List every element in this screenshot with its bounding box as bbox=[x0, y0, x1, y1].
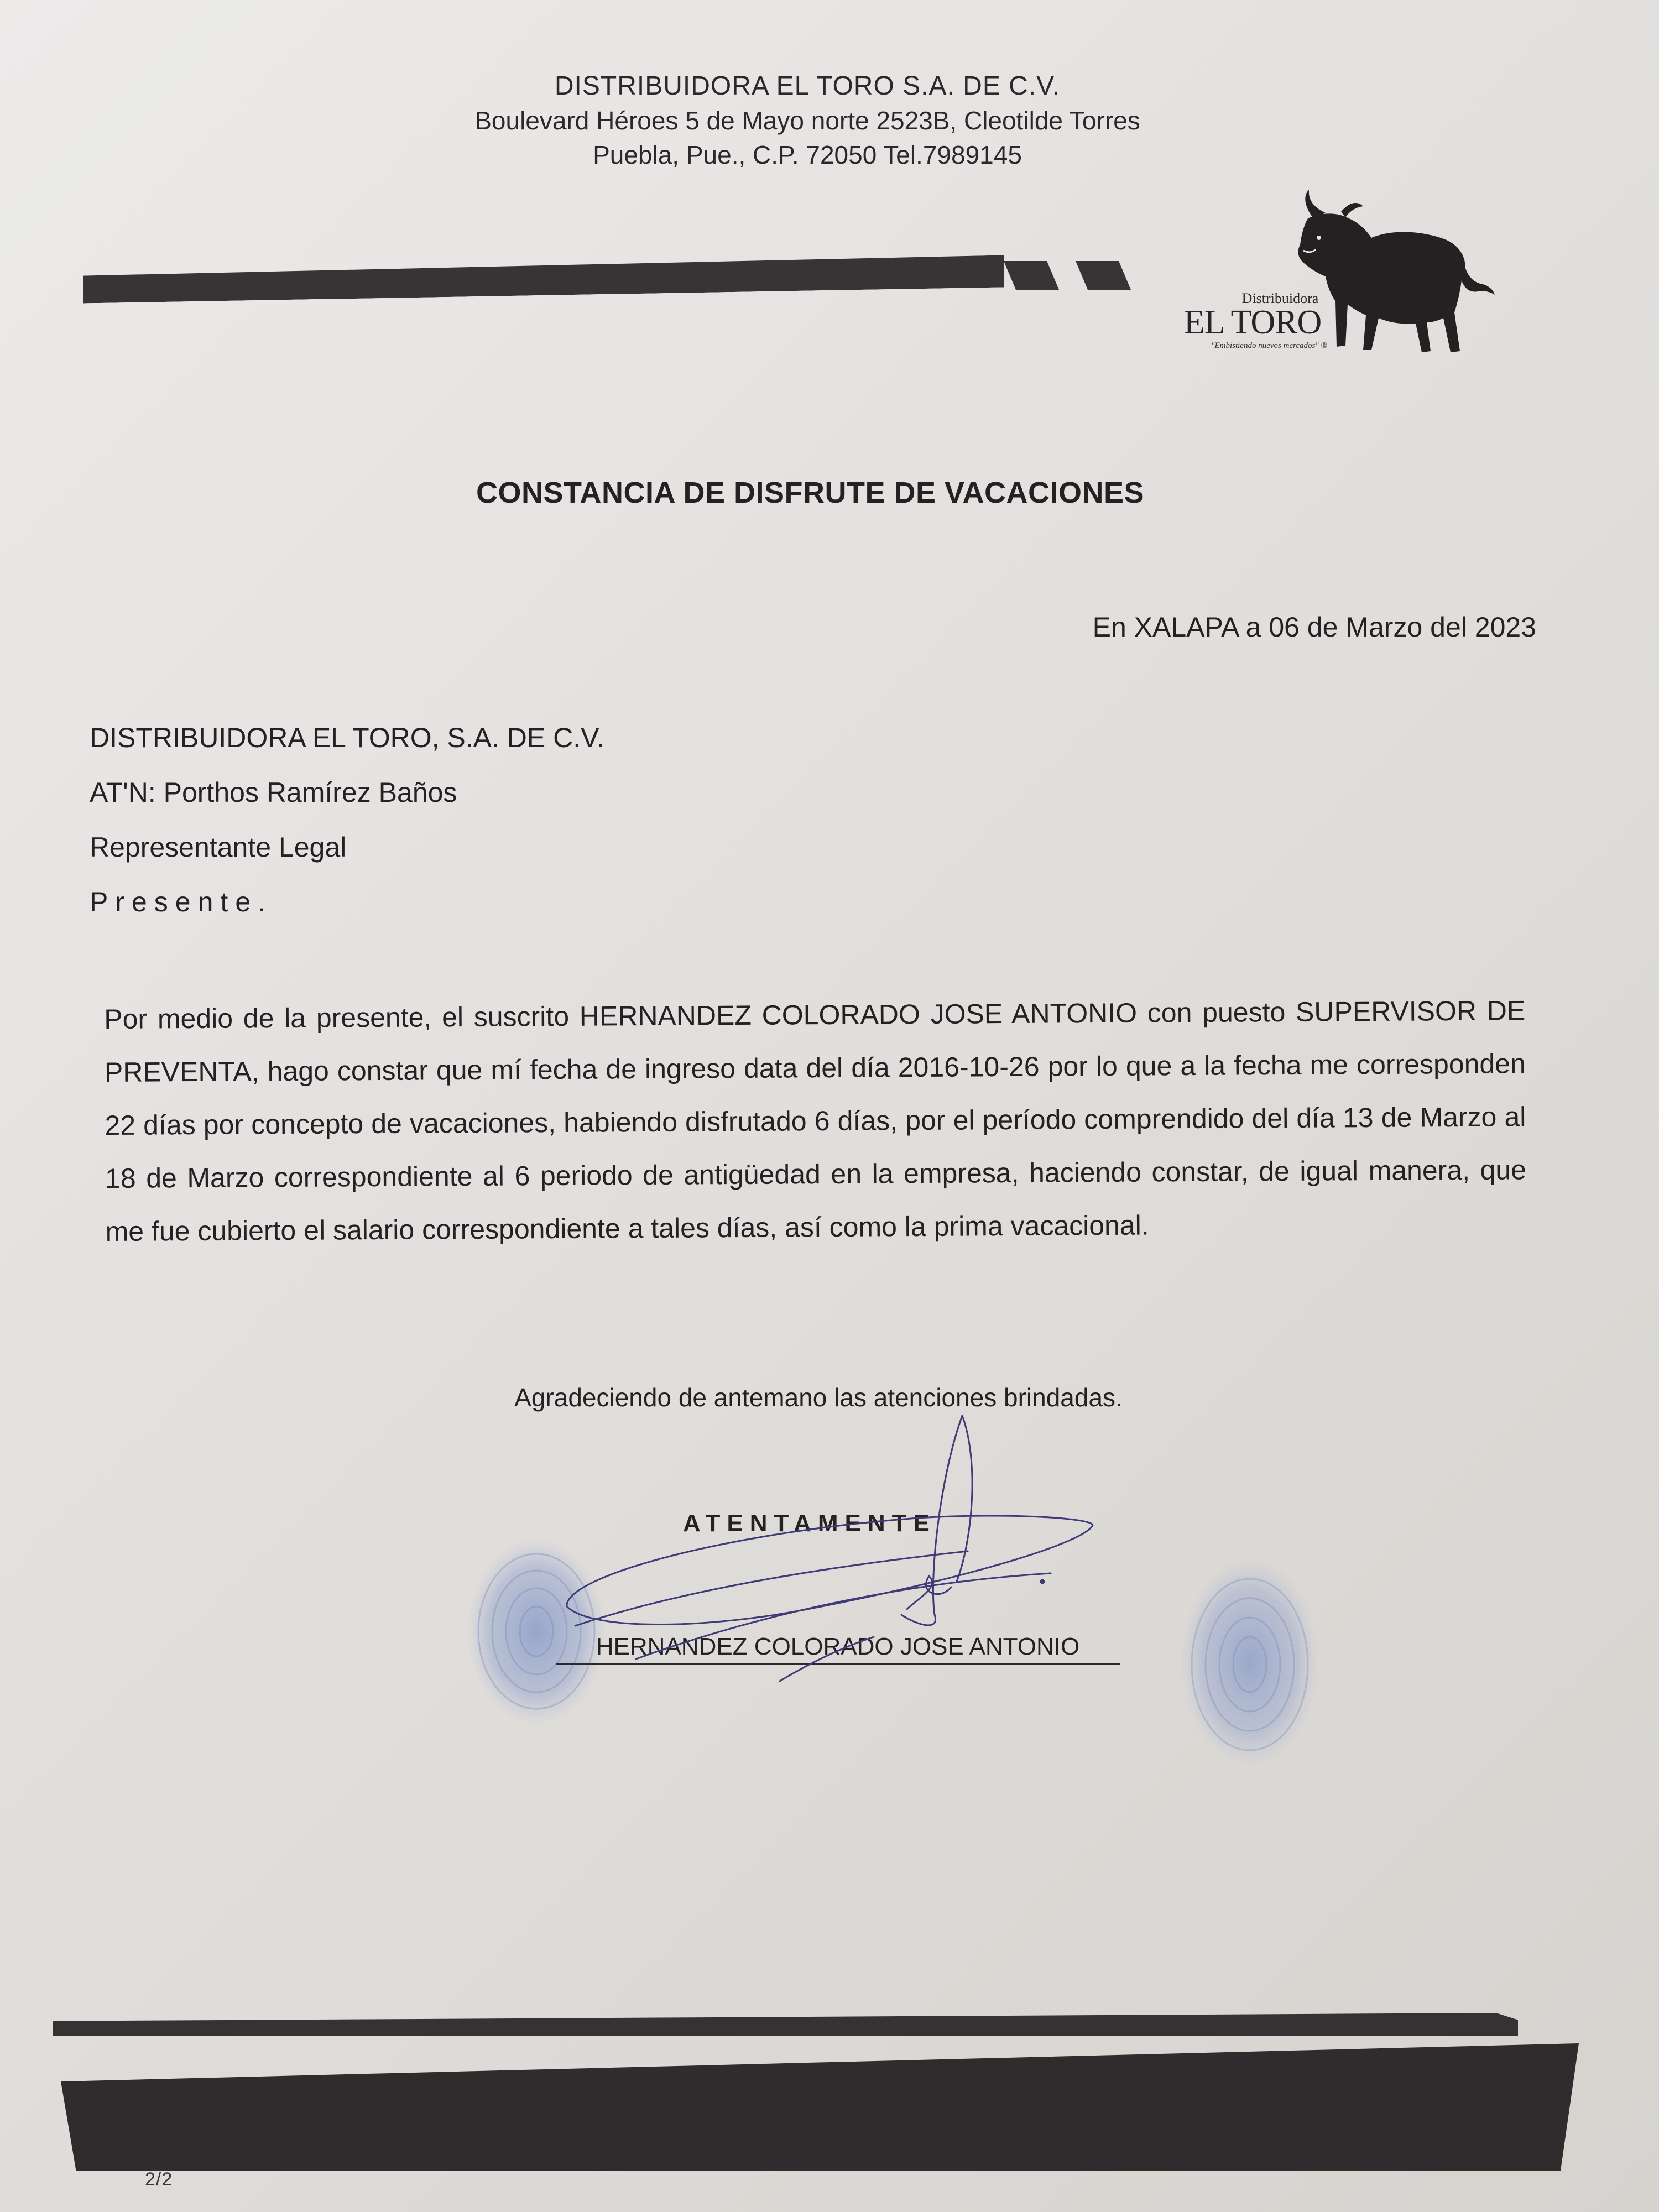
header-decorative-bar bbox=[83, 255, 1004, 303]
closing-thanks: Agradeciendo de antemano las atenciones brindadas. bbox=[514, 1383, 1123, 1412]
logo-brand: EL TORO bbox=[1183, 304, 1322, 341]
logo-tagline: "Embistiendo nuevos mercados" ® bbox=[1211, 341, 1327, 350]
body-paragraph: Por medio de la presente, el suscrito HERNANDEZ COLORADO JOSE ANTONIO con puesto SUPERVISOR DE PREVENTA, hago constar que mí fecha de ingreso data del día 2016-10-26 por lo que a la fecha me corresponden 22 días por concepto de vacaciones, habiendo disfrutado 6 días, por el período comprendido del día 13 de Marzo al 18 de Marzo correspondiente al 6 periodo de antigüedad en la empresa, haciendo constar, de igual manera, que me fue cubierto el salario correspondiente a tales días, así como la prima vacacional. bbox=[104, 995, 1527, 1247]
letterhead bbox=[376, 69, 1239, 172]
footer-thick-bar bbox=[61, 2043, 1579, 2171]
addressee-attention: AT'N: Porthos Ramírez Baños bbox=[90, 777, 457, 808]
page-number: 2/2 bbox=[145, 2169, 173, 2190]
company-logo bbox=[1170, 185, 1501, 362]
addressee-presente: Presente. bbox=[90, 886, 273, 917]
header-bar-chip bbox=[1004, 261, 1059, 290]
letterhead-address-line2: Puebla, Pue., C.P. 72050 Tel.7989145 bbox=[593, 140, 1022, 169]
addressee-role: Representante Legal bbox=[90, 832, 347, 863]
addressee-company: DISTRIBUIDORA EL TORO, S.A. DE C.V. bbox=[90, 722, 604, 753]
letterhead-address-line1: Boulevard Héroes 5 de Mayo norte 2523B, Cleotilde Torres bbox=[474, 106, 1140, 135]
handwritten-signature bbox=[498, 1394, 1217, 1753]
signer-name: HERNANDEZ COLORADO JOSE ANTONIO bbox=[556, 1633, 1120, 1665]
letterhead-company: DISTRIBUIDORA EL TORO S.A. DE C.V. bbox=[554, 71, 1061, 101]
document-title: CONSTANCIA DE DISFRUTE DE VACACIONES bbox=[476, 476, 1145, 509]
atentamente-label: ATENTAMENTE bbox=[683, 1510, 936, 1537]
header-bar-chip bbox=[1076, 261, 1131, 290]
logo-small-text: Distribuidora bbox=[1241, 290, 1319, 306]
footer-thin-bar bbox=[53, 2013, 1518, 2036]
addressee-block bbox=[90, 711, 604, 930]
place-date: En XALAPA a 06 de Marzo del 2023 bbox=[1092, 612, 1536, 643]
